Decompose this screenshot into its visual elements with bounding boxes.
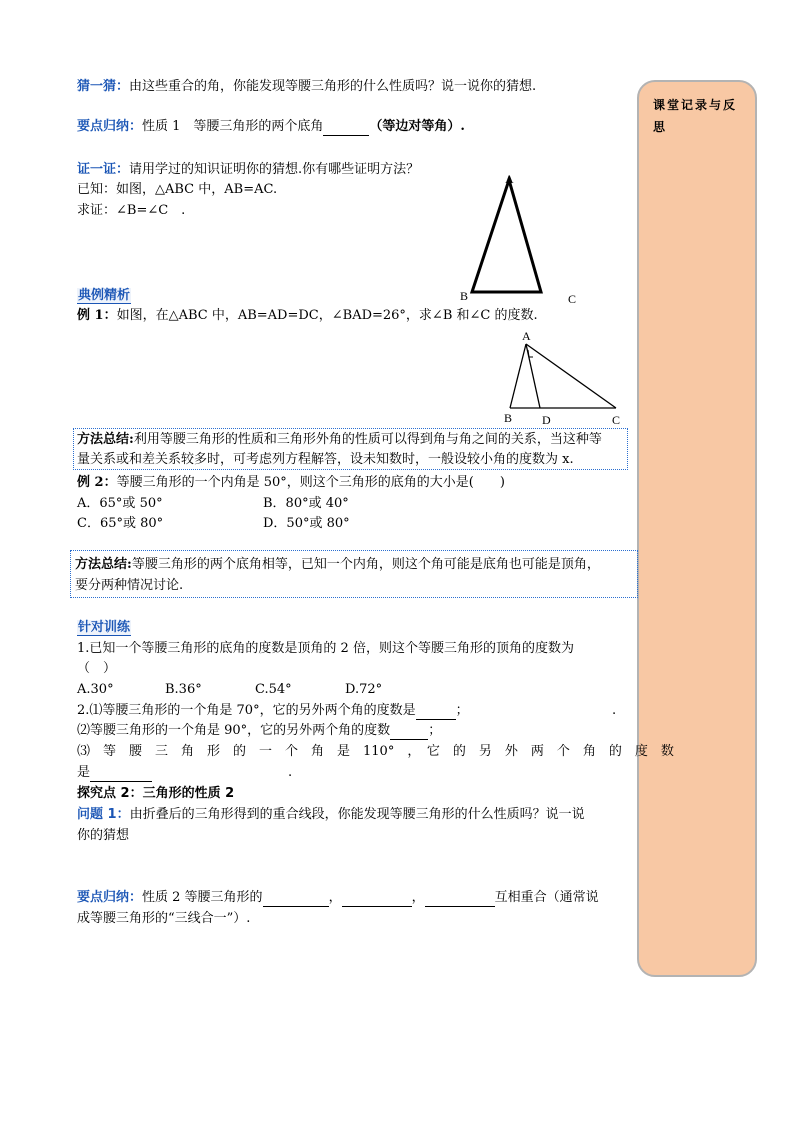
drill-section-heading: [77, 619, 131, 637]
drill-q2-3: ⑶ 等 腰 三 角 形 的 一 个 角 是 110° ， 它 的 另 外 两 个 角 的 度 数: [77, 744, 674, 759]
key2-blank-1[interactable]: [263, 892, 329, 907]
method1-line2: 量关系或和差关系较多时，可考虑列方程解答，设未知数时，一般设较小角的度数为 x.: [77, 452, 574, 467]
vertex-a-label: A: [505, 172, 514, 186]
example-section-title: 典例精析: [78, 288, 131, 303]
key2-label: 要点归纳：: [77, 890, 143, 905]
sidebar-title: 课堂记录与反思: [653, 98, 738, 134]
notes-sidebar: [637, 80, 757, 977]
method2-line1: [75, 556, 600, 574]
method1-label: 方法总结:: [77, 432, 134, 447]
key2-blank-3[interactable]: [425, 892, 495, 907]
key-point-1: [77, 118, 465, 136]
question1-text: 由折叠后的三角形得到的重合线段，你能发现等腰三角形的什么性质吗？说一说: [129, 807, 585, 822]
drill-q2-1-semicolon: ；: [455, 703, 469, 718]
key1-prefix: 性质 1 等腰三角形的两个底角: [142, 119, 324, 134]
drill-q1-option-b: B.36°: [165, 682, 202, 697]
key1-suffix: （等边对等角）.: [369, 119, 465, 134]
drill-q1-option-d: D.72°: [345, 682, 383, 697]
claim-line: 求证：∠B=∠C .: [77, 203, 186, 218]
triangle-abc-shape: [472, 180, 541, 292]
explore-2-title-text: 探究点 2：三角形的性质 2: [77, 786, 235, 801]
ex1-label: 例 1：: [77, 308, 117, 323]
drill-q2-3b: [77, 764, 152, 782]
key2-blank-2[interactable]: [342, 892, 412, 907]
drill-q2-2-blank[interactable]: [390, 725, 428, 740]
drill-q2-1: [77, 702, 469, 720]
question1-label: 问题 1：: [77, 807, 130, 822]
drill-q2-3-blank[interactable]: [90, 767, 152, 782]
example-1-figure: [500, 328, 630, 430]
guess-text: 由这些重合的角，你能发现等腰三角形的什么性质吗？说一说你的猜想.: [129, 79, 537, 94]
prove-line: [77, 161, 419, 179]
prove-label: 证一证：: [77, 162, 130, 177]
key1-blank[interactable]: [323, 121, 369, 136]
ex2-option-a: A．65°或 50°: [77, 496, 163, 511]
key2-prefix: 性质 2 等腰三角形的: [142, 890, 263, 905]
key-point-2-line2: 成等腰三角形的“三线合一”）.: [77, 911, 251, 926]
method2-line2: 要分两种情况讨论.: [75, 578, 184, 593]
guess-line: [77, 78, 536, 96]
example-section-heading: [77, 287, 131, 305]
drill-q2-3b-text: 是: [77, 765, 91, 780]
key2-sep-2: ，: [411, 890, 425, 905]
fig2-vertex-c: C: [612, 413, 621, 427]
drill-q1-line2: （ ）: [77, 661, 117, 676]
drill-q2-2-semicolon: ；: [428, 723, 442, 738]
example-2: [77, 474, 505, 492]
ex2-label: 例 2：: [77, 475, 117, 490]
prove-text: 请用学过的知识证明你的猜想.你有哪些证明方法？: [129, 162, 420, 177]
drill-q1-line1: 1.已知一个等腰三角形的底角的度数是顶角的 2 倍，则这个等腰三角形的顶角的度数为: [77, 641, 574, 656]
ex2-option-c: C．65°或 80°: [77, 516, 164, 531]
method2-text1: 等腰三角形的两个底角相等，已知一个内角，则这个角可能是底角也可能是顶角，: [131, 557, 600, 572]
guess-label: 猜一猜：: [77, 79, 130, 94]
drill-q1-option-c: C.54°: [255, 682, 292, 697]
drill-q1-option-a: A.30°: [77, 682, 114, 697]
method1-line1: [77, 431, 602, 449]
fig2-vertex-a: A: [522, 329, 531, 343]
method1-text1: 利用等腰三角形的性质和三角形外角的性质可以得到角与角之间的关系，当这种等: [133, 432, 602, 447]
vertex-c-label: C: [568, 292, 577, 306]
question-1-line2: 你的猜想: [77, 828, 130, 843]
ex2-option-d: D．50°或 80°: [263, 516, 350, 531]
key2-sep-1: ，: [328, 890, 342, 905]
example-1: [77, 307, 538, 325]
key2-suffix: 互相重合（通常说: [494, 890, 599, 905]
drill-q2-1-blank[interactable]: [416, 705, 456, 720]
fig2-vertex-d: D: [542, 413, 551, 427]
vertex-b-label: B: [460, 289, 469, 303]
explore-2-title: [77, 785, 234, 803]
isosceles-triangle-figure: [450, 170, 590, 310]
ex2-text: 等腰三角形的一个内角是 50°，则这个三角形的底角的大小是( ): [116, 475, 505, 490]
question-1: [77, 806, 585, 824]
drill-q2-2: [77, 722, 441, 740]
drill-q2-3-end-dot: .: [288, 765, 293, 780]
ex2-option-b: B．80°或 40°: [263, 496, 349, 511]
drill-q2-2-text: ⑵等腰三角形的一个角是 90°，它的另外两个角的度数: [77, 723, 391, 738]
method2-label: 方法总结:: [75, 557, 132, 572]
drill-q2-1-end-dot: .: [612, 703, 617, 718]
key-point-2: [77, 889, 599, 907]
drill-q2-1-text: 2.⑴等腰三角形的一个角是 70°，它的另外两个角的度数是: [77, 703, 416, 718]
given-line: 已知：如图，△ABC 中，AB=AC.: [77, 182, 278, 197]
ex1-text: 如图，在△ABC 中，AB=AD=DC，∠BAD=26°，求∠B 和∠C 的度数.: [116, 308, 538, 323]
fig2-vertex-b: B: [504, 411, 513, 425]
key1-label: 要点归纳：: [77, 119, 143, 134]
drill-section-title: 针对训练: [78, 620, 131, 635]
